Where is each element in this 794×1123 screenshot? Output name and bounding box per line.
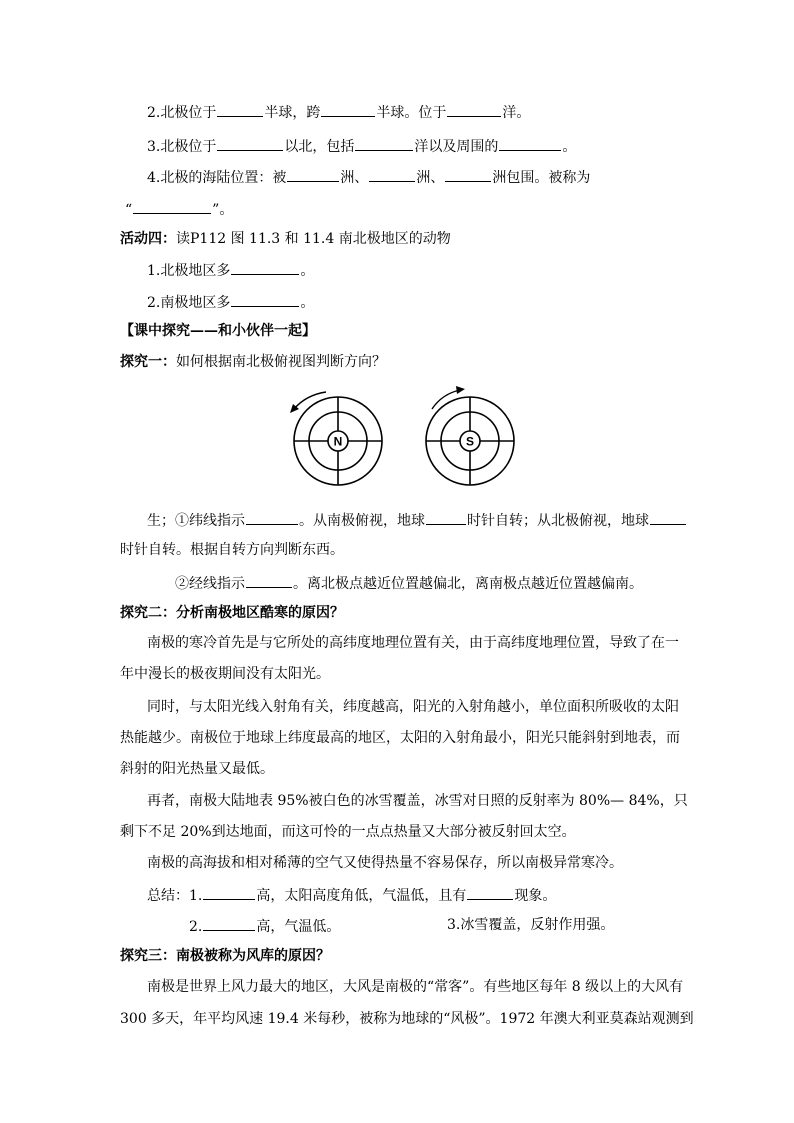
explore-2-paragraph: 热能越少。南极位于地球上纬度最高的地区，太阳的入射角最小，阳光只能斜射到地表，而 xyxy=(120,730,680,746)
explore-2-paragraph: 再者，南极大陆地表 95%被白色的冰雪覆盖，冰雪对日照的反射率为 80%— 84%，只 xyxy=(147,793,688,809)
explore-2-summary-1 xyxy=(147,884,556,906)
explore-1-answer-2 xyxy=(175,572,643,594)
explore-1-answer-2-b: 。离北极点越近位置越偏北，离南极点越近位置越偏南。 xyxy=(293,576,643,592)
q4-text-a: 4.北极的海陆位置：被 xyxy=(147,170,287,186)
summary-1-a: 总结：1. xyxy=(147,888,203,904)
question-3 xyxy=(147,135,576,157)
explore-1-blank-2[interactable] xyxy=(426,509,466,525)
q4-text-c: 洲、 xyxy=(416,170,445,186)
summary-1-c: 现象。 xyxy=(514,888,557,904)
q3-text-b: 以北，包括 xyxy=(284,139,355,155)
explore-2-paragraph: 年中漫长的极夜期间没有太阳光。 xyxy=(120,666,330,682)
q2-text-c: 半球。位于 xyxy=(376,105,447,121)
arrow-head-icon xyxy=(456,386,465,394)
north-label: N xyxy=(333,434,343,449)
question-4-continued xyxy=(125,198,233,220)
activity-4-heading xyxy=(120,229,451,249)
activity-4-item-1-text: 1.北极地区多 xyxy=(147,263,231,279)
explore-1-answer-1-a: 生；①纬线指示 xyxy=(147,513,245,529)
south-pole-view xyxy=(426,386,514,485)
explore-2-summary-2 xyxy=(189,915,340,937)
activity-4-item-2 xyxy=(147,291,314,313)
explore-1-blank-4[interactable] xyxy=(246,572,292,588)
q4-text-d: 洲包围。被称为 xyxy=(492,170,591,186)
activity-4-blank-2[interactable] xyxy=(231,291,299,307)
q3-text-d: 。 xyxy=(562,139,577,155)
question-2 xyxy=(147,101,530,123)
summary-blank-3[interactable] xyxy=(203,915,255,931)
explore-2-paragraph: 剩下不足 20%到达地面，而这可怜的一点点热量又大部分被反射回太空。 xyxy=(120,824,576,840)
explore-1-answer-1-continued: 时针自转。根据自转方向判断东西。 xyxy=(120,542,344,558)
q4-blank-4[interactable] xyxy=(133,198,211,214)
explore-3-title: 探究三：南极被称为风库的原因？ xyxy=(120,948,330,964)
q2-blank-1[interactable] xyxy=(217,101,263,117)
activity-4-title: 活动四： xyxy=(120,231,176,247)
q2-text-b: 半球，跨 xyxy=(264,105,321,121)
activity-4-blank-1[interactable] xyxy=(231,259,299,275)
explore-2-title: 探究二：分析南极地区酷寒的原因？ xyxy=(120,605,344,621)
explore-1-title: 探究一： xyxy=(120,354,176,370)
q2-blank-3[interactable] xyxy=(447,101,501,117)
q2-text-d: 洋。 xyxy=(502,105,531,121)
q4-blank-3[interactable] xyxy=(445,166,491,182)
q2-blank-2[interactable] xyxy=(321,101,375,117)
explore-2-summary-3: 3.冰雪覆盖，反射作用强。 xyxy=(447,917,615,933)
explore-1-answer-1-c: 时针自转；从北极俯视，地球 xyxy=(467,513,649,529)
explore-2-paragraph: 南极的寒冷首先是与它所处的高纬度地理位置有关，由于高纬度地理位置，导致了在一 xyxy=(147,635,679,651)
q3-blank-2[interactable] xyxy=(355,135,413,151)
summary-blank-2[interactable] xyxy=(467,884,513,900)
south-label: S xyxy=(465,434,475,449)
explore-2-paragraph: 南极的高海拔和相对稀薄的空气又使得热量不容易保存，所以南极异常寒冷。 xyxy=(147,855,623,871)
explore-1-blank-3[interactable] xyxy=(650,509,686,525)
polar-view-diagram xyxy=(286,385,522,491)
north-pole-view xyxy=(290,392,382,485)
activity-4-item-1 xyxy=(147,259,314,281)
q4-text-b: 洲、 xyxy=(340,170,369,186)
q4-quote-close: ”。 xyxy=(212,202,234,218)
activity-4-text: 读P112 图 11.3 和 11.4 南北极地区的动物 xyxy=(176,231,451,247)
activity-4-item-2-text: 2.南极地区多 xyxy=(147,295,231,311)
explore-2-paragraph: 斜射的阳光热量又最低。 xyxy=(120,761,274,777)
summary-2-b: 高，气温低。 xyxy=(256,919,341,935)
explore-2-paragraph: 同时，与太阳光线入射角有关，纬度越高，阳光的入射角越小，单位面积所吸收的太阳 xyxy=(147,699,679,715)
q4-blank-2[interactable] xyxy=(369,166,415,182)
q3-text-a: 3.北极位于 xyxy=(147,139,217,155)
explore-3-paragraph: 300 多天，年平均风速 19.4 米每秒，被称为地球的“风极”。1972 年澳大利亚莫森站观测到 xyxy=(120,1011,694,1027)
activity-4-item-2-end: 。 xyxy=(300,295,315,311)
explore-1-blank-1[interactable] xyxy=(246,509,298,525)
explore-1-heading xyxy=(120,352,386,372)
q4-blank-1[interactable] xyxy=(287,166,339,182)
summary-blank-1[interactable] xyxy=(203,884,255,900)
q4-quote-open: “ xyxy=(125,202,133,218)
explore-1-answer-1 xyxy=(147,509,687,531)
section-title: 【课中探究——和小伙伴一起】 xyxy=(120,323,316,339)
explore-1-answer-1-b: 。从南极俯视，地球 xyxy=(299,513,425,529)
q3-blank-3[interactable] xyxy=(499,135,561,151)
q3-text-c: 洋以及周围的 xyxy=(414,139,499,155)
summary-2-a: 2. xyxy=(189,919,203,935)
q2-text-a: 2.北极位于 xyxy=(147,105,217,121)
explore-3-paragraph: 南极是世界上风力最大的地区，大风是南极的“常客”。有些地区每年 8 级以上的大风有 xyxy=(147,979,684,995)
explore-1-answer-2-a: ②经线指示 xyxy=(175,576,245,592)
explore-1-question: 如何根据南北极俯视图判断方向？ xyxy=(176,354,386,370)
summary-1-b: 高，太阳高度角低，气温低，且有 xyxy=(256,888,467,904)
activity-4-item-1-end: 。 xyxy=(300,263,315,279)
q3-blank-1[interactable] xyxy=(217,135,283,151)
question-4 xyxy=(147,166,590,188)
